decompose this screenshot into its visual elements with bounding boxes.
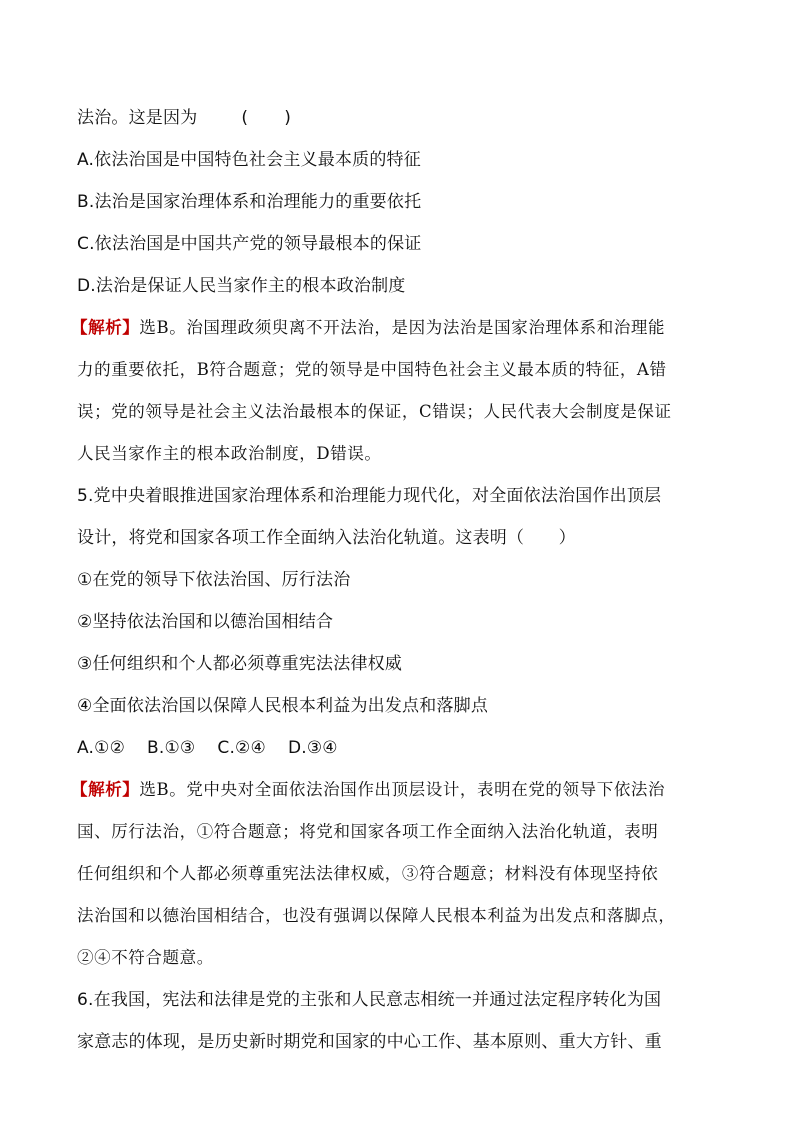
q4-analysis-line-2: 力的重要依托，B符合题意；党的领导是中国特色社会主义最本质的特征，A错 xyxy=(77,360,667,379)
q5-choice-b: B.①③ xyxy=(147,738,196,758)
q5-analysis-tag: 【解析】 xyxy=(71,780,140,799)
q5-choice-d: D.③④ xyxy=(287,738,338,758)
q4-option-a: A.依法治国是中国特色社会主义最本质的特征 xyxy=(77,150,421,170)
q5-stem-line-2: 设计，将党和国家各项工作全面纳入法治化轨道。这表明（ ） xyxy=(77,528,576,548)
q5-statement-3: ③任何组织和个人都必须尊重宪法法律权威 xyxy=(77,654,403,674)
q4-answer-paren-close: ) xyxy=(284,108,292,128)
q6-stem-line-1: 6.在我国，宪法和法律是党的主张和人民意志相统一并通过法定程序转化为国 xyxy=(77,990,662,1010)
q4-analysis-line-3: 误；党的领导是社会主义法治最根本的保证，C错误；人民代表大会制度是保证 xyxy=(77,402,672,421)
q4-analysis-line-4: 人民当家作主的根本政治制度，D错误。 xyxy=(77,444,382,463)
q4-stem-text: 法治。这是因为 xyxy=(77,108,198,128)
exam-page xyxy=(71,97,717,1063)
q5-choices xyxy=(77,727,717,769)
q5-statement-2: ②坚持依法治国和以德治国相结合 xyxy=(77,612,334,632)
q5-statement-1: ①在党的领导下依法治国、厉行法治 xyxy=(77,570,351,590)
q5-choice-a: A.①② xyxy=(77,738,126,758)
q5-analysis-line-2: 国、厉行法治，①符合题意；将党和国家各项工作全面纳入法治化轨道，表明 xyxy=(77,822,659,841)
q5-choice-c: C.②④ xyxy=(217,738,266,758)
q6-stem-line-2: 家意志的体现，是历史新时期党和国家的中心工作、基本原则、重大方针、重 xyxy=(77,1032,662,1052)
q5-analysis-text-1: 选B。党中央对全面依法治国作出顶层设计，表明在党的领导下依法治 xyxy=(139,780,666,799)
q5-analysis-line-5: ②④不符合题意。 xyxy=(77,948,214,967)
q5-analysis-line-1 xyxy=(71,769,717,811)
q5-analysis-line-4: 法治国和以德治国相结合，也没有强调以保障人民根本利益为出发点和落脚点， xyxy=(77,906,676,925)
q5-stem-line-1: 5.党中央着眼推进国家治理体系和治理能力现代化，对全面依法治国作出顶层 xyxy=(77,486,662,506)
q4-stem-tail xyxy=(77,97,717,139)
q4-answer-paren-open: ( xyxy=(241,108,249,128)
q5-analysis-line-3: 任何组织和个人都必须尊重宪法法律权威，③符合题意；材料没有体现坚持依 xyxy=(77,864,659,883)
q4-analysis-text-1: 选B。治国理政须臾离不开法治，是因为法治是国家治理体系和治理能 xyxy=(139,318,666,337)
q4-option-b: B.法治是国家治理体系和治理能力的重要依托 xyxy=(77,192,422,212)
q4-analysis-tag: 【解析】 xyxy=(71,318,140,337)
q4-option-d: D.法治是保证人民当家作主的根本政治制度 xyxy=(77,276,406,296)
q5-statement-4: ④全面依法治国以保障人民根本利益为出发点和落脚点 xyxy=(77,696,489,716)
q4-analysis-line-1 xyxy=(71,307,717,349)
q4-option-c: C.依法治国是中国共产党的领导最根本的保证 xyxy=(77,234,422,254)
